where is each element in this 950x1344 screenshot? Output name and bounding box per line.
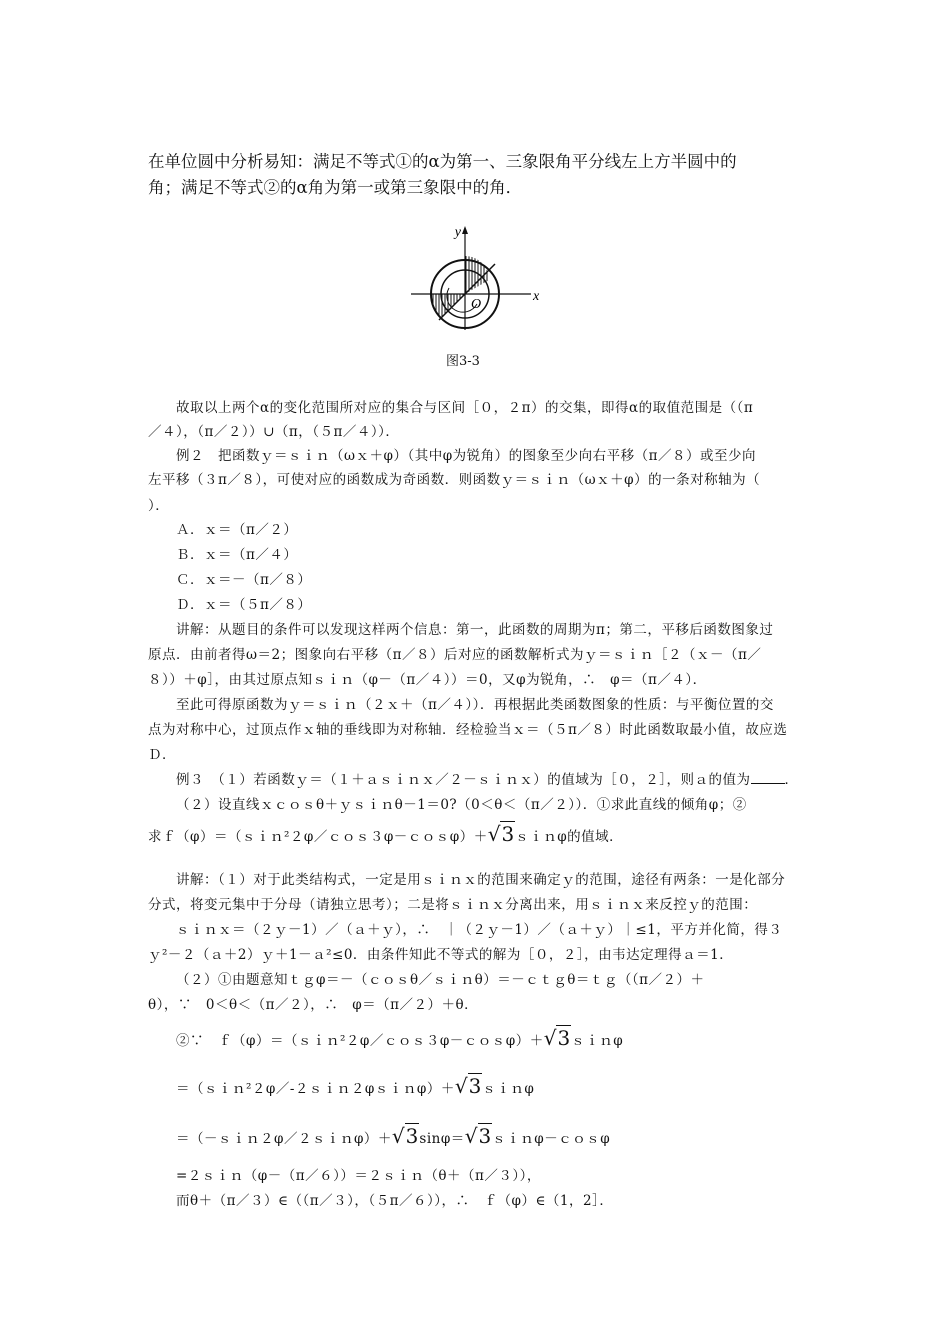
text-line: θ），∵ 0＜θ＜（π／２），∴ φ＝（π／２）＋θ．	[148, 997, 479, 1013]
answer-blank[interactable]	[751, 769, 785, 784]
text-line: 左平移（３π／８），可使对应的函数成为奇函数．则函数ｙ＝ｓｉｎ（ωｘ＋φ）的一条对称轴为（	[148, 472, 761, 488]
intro-line-2: 角；满足不等式②的α角为第一或第三象限中的角．	[148, 178, 523, 197]
text-segment: ｓｉｎφ	[482, 1081, 535, 1097]
text-segment: ．	[784, 772, 799, 788]
intro-line-1: 在单位圆中分析易知：满足不等式①的α为第一、三象限角平分线左上方半圆中的	[148, 152, 737, 171]
sqrt-3: √3	[543, 1026, 571, 1050]
text-line: 讲解：（１）对于此类结构式，一定是用ｓｉｎｘ的范围来确定ｙ的范围，途径有两条：一是化部分	[176, 872, 786, 888]
text-segment: sinφ＝	[419, 1131, 465, 1147]
text-segment: ＝（ｓｉｎ²２φ／-２ｓｉｎ２φｓｉｎφ）＋	[176, 1081, 455, 1097]
origin-label: O	[471, 297, 482, 312]
text-line: （２）设直线ｘｃｏｓθ＋ｙｓｉｎθ－1＝0?（0＜θ＜（π／２））．①求此直线的倾角φ；②	[176, 797, 747, 813]
sqrt-3: √3	[464, 1124, 492, 1148]
option-c: Ｃ．ｘ＝－（π／８）	[176, 572, 312, 588]
text-segment: ②∵ ｆ（φ）＝（ｓｉｎ²２φ／ｃｏｓ３φ－ｃｏｓφ）＋	[176, 1033, 544, 1049]
text-segment: 例３ （１）若函数ｙ＝（１＋ａｓｉｎｘ／２－ｓｉｎｘ）的值域为［０，２］，则ａ的值为	[176, 772, 751, 788]
text-line: ８））＋φ］，由其过原点知ｓｉｎ（φ－（π／４））＝0，又φ为锐角，∴ φ＝（π／４）．	[148, 672, 707, 688]
text-segment: ＝（－ｓｉｎ２φ／２ｓｉｎφ）＋	[176, 1131, 392, 1147]
text-line: 点为对称中心，过顶点作ｘ轴的垂线即为对称轴．经检验当ｘ＝（５π／８）时此函数取最小值，故应选	[148, 722, 788, 738]
sqrt-3: √3	[391, 1124, 419, 1148]
text-line	[176, 1124, 826, 1151]
text-line	[176, 1074, 826, 1101]
text-line: 故取以上两个α的变化范围所对应的集合与区间［０，２π）的交集，即得α的取值范围是（（π	[176, 400, 754, 416]
unit-circle-figure	[405, 218, 545, 330]
option-d: Ｄ．ｘ＝（５π／８）	[176, 597, 312, 613]
option-b: Ｂ．ｘ＝（π／４）	[176, 547, 298, 563]
text-line: Ｄ．	[148, 747, 176, 763]
text-segment: ｓｉｎφ的值域．	[515, 829, 624, 845]
y-axis-label: y	[454, 225, 461, 240]
text-segment: ｓｉｎφ－ｃｏｓφ	[492, 1131, 611, 1147]
text-line: 分式，将变元集中于分母（请独立思考）；二是将ｓｉｎｘ分离出来，用ｓｉｎｘ来反控ｙ的范围：	[148, 897, 758, 913]
text-line: =２ｓｉｎ（φ－（π／６））＝２ｓｉｎ（θ＋（π／３）），	[176, 1168, 541, 1184]
hatched-region-third-quadrant	[431, 294, 465, 318]
text-line	[148, 822, 798, 849]
text-line	[176, 768, 826, 792]
text-line: 例２ 把函数ｙ＝ｓｉｎ（ωｘ＋φ）（其中φ为锐角）的图象至少向右平移（π／８）或至少向	[176, 448, 757, 464]
text-line	[176, 1026, 826, 1053]
figure-caption: 图3-3	[446, 354, 480, 369]
text-line: （２）①由题意知ｔｇφ＝－（ｃｏｓθ／ｓｉｎθ）＝－ｃｔｇθ＝ｔｇ（（π／２）＋	[176, 972, 705, 988]
text-line: 而θ＋（π／３）∈（（π／３），（５π／６）），∴ ｆ（φ）∈（1，2］．	[176, 1193, 614, 1209]
text-segment: ｓｉｎφ	[571, 1033, 624, 1049]
text-line: ）．	[148, 498, 170, 514]
text-line: 讲解：从题目的条件可以发现这样两个信息：第一，此函数的周期为π；第二，平移后函数图象过	[176, 622, 774, 638]
text-line: ／４），（π／２））∪（π，（５π／４））．	[148, 424, 400, 440]
text-line: ｓｉｎｘ＝（２ｙ－1）／（ａ＋ｙ），∴ ｜（２ｙ－1）／（ａ＋ｙ）｜≤1，平方并化简，得３	[176, 922, 783, 938]
x-axis-label: x	[533, 289, 540, 304]
text-line: 至此可得原函数为ｙ＝ｓｉｎ（２ｘ＋（π／４））．再根据此类函数图象的性质：与平衡位置的交	[176, 697, 774, 713]
option-a: Ａ．ｘ＝（π／２）	[176, 522, 298, 538]
text-line: 原点．由前者得ω＝2；图象向右平移（π／８）后对应的函数解析式为ｙ＝ｓｉｎ［２（ｘ－（π／	[148, 647, 762, 663]
text-line: ｙ²－２（ａ＋2）ｙ＋1－ａ²≤0．由条件知此不等式的解为［０，２］，由韦达定理得ａ＝1．	[148, 947, 734, 963]
text-segment: 求ｆ（φ）＝（ｓｉｎ²２φ／ｃｏｓ３φ－ｃｏｓφ）＋	[148, 829, 488, 845]
sqrt-3: √3	[454, 1074, 482, 1098]
y-axis-arrow	[462, 226, 468, 234]
sqrt-3: √3	[487, 822, 515, 846]
